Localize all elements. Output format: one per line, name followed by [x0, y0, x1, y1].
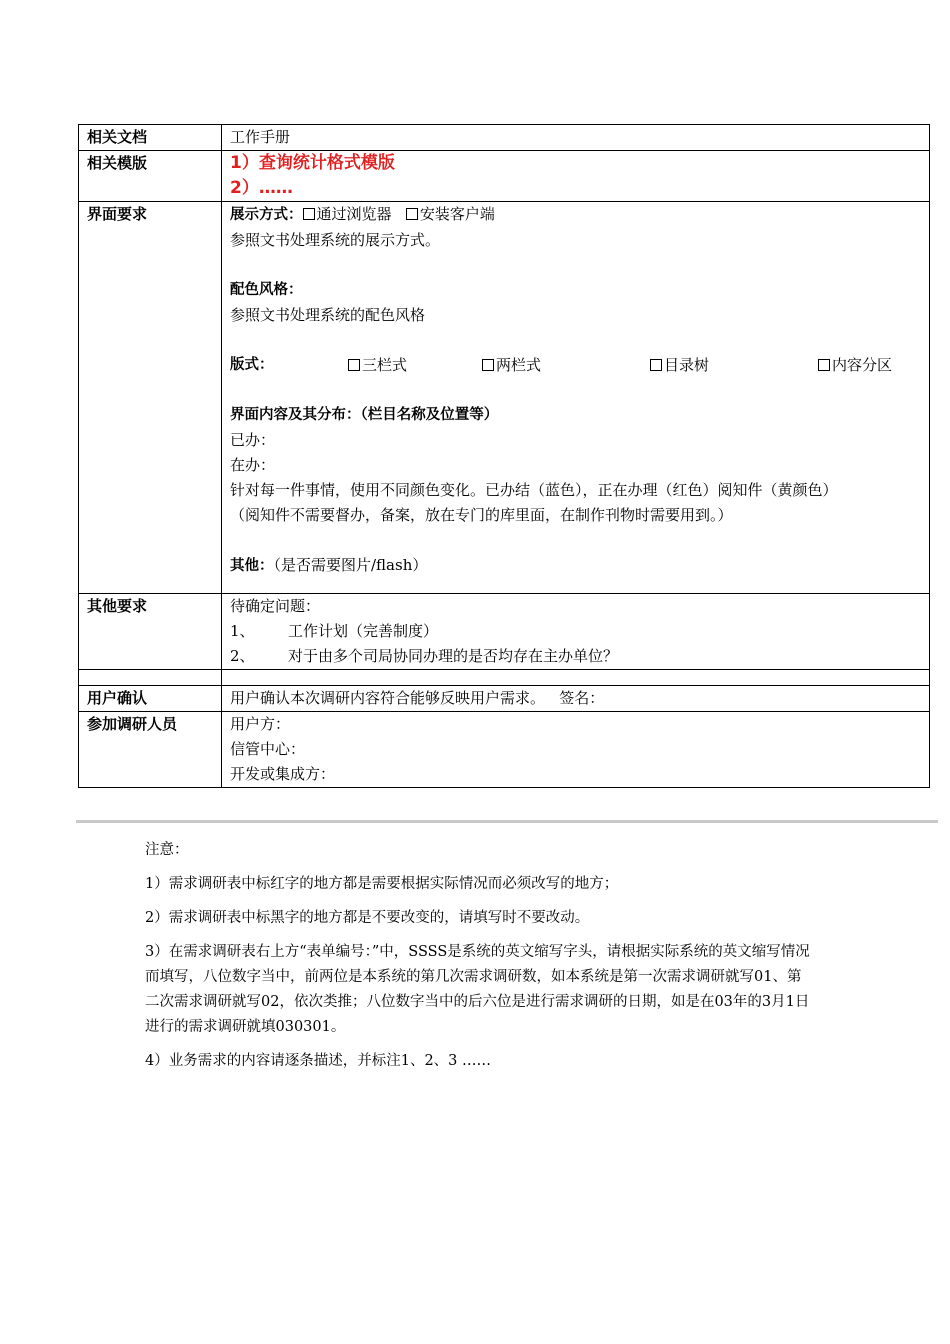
label-related-template: 相关模版 [79, 151, 222, 202]
layout-line [230, 353, 921, 378]
display-mode-label: 展示方式： [230, 207, 303, 223]
label-participants: 参加调研人员 [79, 712, 222, 788]
empty-cell [222, 670, 930, 686]
participant-user: 用户方： [230, 715, 291, 733]
display-mode-note: 参照文书处理系统的展示方式。 [230, 231, 441, 249]
layout-option-two-column [482, 353, 650, 378]
layout-option-label: 内容分区 [832, 356, 893, 374]
template-line-1: 1）查询统计格式模版 [230, 153, 395, 173]
doing-label: 在办： [230, 456, 276, 474]
layout-option-content-zone [818, 353, 892, 378]
note-2: 2）需求调研表中标黑字的地方都是不要改变的，请填写时不要改动。 [145, 910, 590, 926]
row-user-confirm [79, 686, 930, 712]
item-text: 对于由多个司局协同办理的是否均存在主办单位？ [288, 647, 619, 665]
color-description-1: 针对每一件事情，使用不同颜色变化。已办结（蓝色），正在办理（红色）阅知件（黄颜色） [230, 481, 838, 499]
row-related-docs [79, 125, 930, 151]
row-other-requirements [79, 594, 930, 670]
value-related-template [222, 151, 930, 202]
value-related-docs: 工作手册 [222, 125, 930, 151]
value-ui-requirements [222, 202, 930, 594]
color-description-2: （阅知件不需要督办，备案，放在专门的库里面，在制作刊物时需要用到。） [230, 506, 733, 524]
value-other-requirements [222, 594, 930, 670]
other-label: 其他： [230, 558, 274, 574]
option-client: 安装客户端 [419, 205, 495, 223]
divider [76, 820, 938, 823]
spacer [230, 528, 921, 553]
option-browser: 通过浏览器 [316, 205, 392, 223]
checkbox-content-zone[interactable] [818, 359, 830, 371]
template-line-2: 2）…… [230, 178, 293, 198]
list-item [230, 644, 921, 669]
note-3: 3）在需求调研表右上方“表单编号：”中，SSSS是系统的英文缩写字头，请根据实际系统的英文缩写情况而填写，八位数字当中，前两位是本系统的第几次需求调研数，如本系统是第一次需求调研就写01、第二次需求调研就写02，依次类推；八位数字当中的后六位是进行需求调研的日期，如是在03年的3月1日进行的需求调研就填030301。 [145, 944, 810, 1035]
row-empty [79, 670, 930, 686]
layout-option-label: 两栏式 [496, 356, 542, 374]
spacer [230, 253, 921, 278]
spacer [230, 579, 921, 593]
requirements-table [78, 124, 930, 788]
row-participants [79, 712, 930, 788]
display-mode-line [230, 202, 921, 228]
spacer [230, 378, 921, 403]
list-item [230, 619, 921, 644]
content-distribution-label: 界面内容及其分布：（栏目名称及位置等） [230, 407, 499, 423]
notes-title: 注意： [145, 842, 189, 858]
other-note: （是否需要图片/flash） [273, 556, 428, 574]
note-1: 1）需求调研表中标红字的地方都是需要根据实际情况而必须改写的地方； [145, 876, 619, 892]
value-user-confirm: 用户确认本次调研内容符合能够反映用户需求。 签名： [222, 686, 930, 712]
layout-option-label: 目录树 [664, 356, 710, 374]
item-number: 1、 [230, 622, 255, 640]
layout-option-three-column [348, 353, 482, 378]
checkbox-tree[interactable] [650, 359, 662, 371]
other-line [230, 553, 921, 579]
checkbox-three-column[interactable] [348, 359, 360, 371]
label-related-docs: 相关文档 [79, 125, 222, 151]
row-ui-requirements [79, 202, 930, 594]
label-other-requirements: 其他要求 [79, 594, 222, 670]
layout-option-label: 三栏式 [362, 356, 408, 374]
row-related-template [79, 151, 930, 202]
empty-cell [79, 670, 222, 686]
participant-developer: 开发或集成方： [230, 765, 336, 783]
done-label: 已办： [230, 431, 276, 449]
color-style-label: 配色风格： [230, 282, 303, 298]
label-user-confirm: 用户确认 [79, 686, 222, 712]
checkbox-two-column[interactable] [482, 359, 494, 371]
notes-section [145, 838, 815, 1083]
spacer [230, 328, 921, 353]
item-text: 工作计划（完善制度） [288, 622, 439, 640]
value-participants [222, 712, 930, 788]
label-ui-requirements: 界面要求 [79, 202, 222, 594]
checkbox-browser[interactable] [303, 208, 315, 220]
note-4: 4）业务需求的内容请逐条描述，并标注1、2、3 …… [145, 1053, 492, 1069]
layout-option-tree [650, 353, 818, 378]
item-number: 2、 [230, 647, 255, 665]
color-style-note: 参照文书处理系统的配色风格 [230, 306, 426, 324]
checkbox-client[interactable] [406, 208, 418, 220]
pending-issues-intro: 待确定问题： [230, 597, 321, 615]
participant-it-center: 信管中心： [230, 740, 306, 758]
layout-label: 版式： [230, 357, 274, 373]
